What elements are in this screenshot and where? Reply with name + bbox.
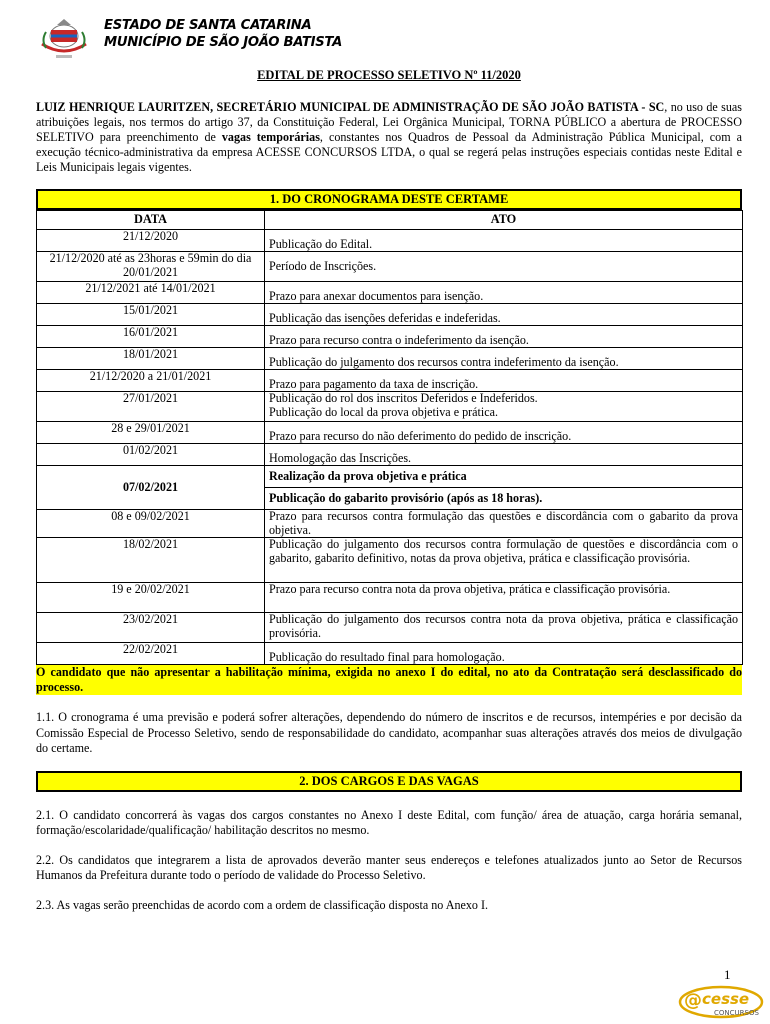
table-row — [37, 466, 743, 488]
schedule-act: Realização da prova objetiva e prática — [265, 466, 743, 488]
schedule-date: 22/02/2021 — [37, 643, 265, 665]
table-row — [37, 538, 743, 583]
schedule-date: 23/02/2021 — [37, 613, 265, 643]
schedule-date: 16/01/2021 — [37, 326, 265, 348]
schedule-act: Publicação do gabarito provisório (após as 18 horas). — [265, 488, 743, 510]
disqualification-warning: O candidato que não apresentar a habilitação mínima, exigida no anexo I do edital, no ato da Contratação será desclassificado do processo. — [36, 665, 742, 694]
schedule-date: 21/12/2020 até as 23horas e 59min do dia 20/01/2021 — [37, 252, 265, 282]
header-text — [104, 17, 404, 51]
table-row — [37, 613, 743, 643]
edital-title: EDITAL DE PROCESSO SELETIVO Nº 11/2020 — [257, 68, 521, 82]
schedule-date: 01/02/2021 — [37, 444, 265, 466]
schedule-act: Prazo para anexar documentos para isenção. — [265, 282, 743, 304]
table-row — [37, 230, 743, 252]
schedule-act: Publicação do julgamento dos recursos contra nota da prova objetiva, prática e classificação provisória. — [265, 613, 743, 643]
schedule-date: 19 e 20/02/2021 — [37, 583, 265, 613]
intro-text-part1: , no uso de suas atribuições legais, nos termos do artigo 37, da Constituição Federal, Lei Orgânica Municipal, TORNA PÚBLICO a abertura de PROCESSO SELETIVO para preenchimento de — [36, 100, 742, 144]
acesse-concursos-logo-icon — [678, 984, 764, 1020]
table-row — [37, 304, 743, 326]
table-row — [37, 326, 743, 348]
schedule-act: Prazo para recurso contra nota da prova objetiva, prática e classificação provisória. — [265, 583, 743, 613]
svg-text:CONCURSOS: CONCURSOS — [714, 1009, 759, 1017]
table-row — [37, 348, 743, 370]
table-row — [37, 444, 743, 466]
schedule-act: Prazo para recurso contra o indeferimento da isenção. — [265, 326, 743, 348]
schedule-date: 21/12/2020 a 21/01/2021 — [37, 370, 265, 392]
schedule-col-act: ATO — [265, 211, 743, 230]
schedule-act: Publicação das isenções deferidas e indeferidas. — [265, 304, 743, 326]
paragraph-1-1: 1.1. O cronograma é uma previsão e poderá sofrer alterações, dependendo do número de inscritos e de recursos, intempéries e por decisão da Comissão Especial de Processo Seletivo, sendo de responsabilidade do candidato, acompanhar suas alterações através dos meios de divulgação do certame. — [36, 710, 742, 755]
schedule-date: 21/12/2021 até 14/01/2021 — [37, 282, 265, 304]
schedule-act: Publicação do julgamento dos recursos contra indeferimento da isenção. — [265, 348, 743, 370]
municipal-crest-icon — [38, 14, 90, 62]
table-row — [37, 370, 743, 392]
header-municipality: MUNICÍPIO DE SÃO JOÃO BATISTA — [104, 35, 342, 50]
schedule-date: 07/02/2021 — [37, 466, 265, 510]
intro-bold-term: vagas temporárias — [221, 130, 320, 144]
schedule-col-date: DATA — [37, 211, 265, 230]
table-row — [37, 510, 743, 538]
table-row — [37, 643, 743, 665]
section1-title: 1. DO CRONOGRAMA DESTE CERTAME — [36, 189, 742, 210]
header-state: ESTADO DE SANTA CATARINA — [104, 18, 312, 33]
schedule-act: Período de Inscrições. — [265, 252, 743, 282]
table-row — [37, 252, 743, 282]
page-number: 1 — [724, 967, 731, 982]
table-row — [37, 422, 743, 444]
schedule-act: Publicação do Edital. — [265, 230, 743, 252]
schedule-table — [36, 210, 743, 665]
paragraph-2-3: 2.3. As vagas serão preenchidas de acordo com a ordem de classificação disposta no Anexo I. — [36, 897, 489, 912]
schedule-act: Prazo para recurso do não deferimento do pedido de inscrição. — [265, 422, 743, 444]
intro-paragraph — [36, 100, 742, 175]
table-row — [37, 282, 743, 304]
svg-text:cesse: cesse — [702, 990, 750, 1008]
schedule-date: 28 e 29/01/2021 — [37, 422, 265, 444]
schedule-act-line: Publicação do rol dos inscritos Deferidos e Indeferidos. — [269, 391, 538, 405]
schedule-act: Publicação do resultado final para homologação. — [265, 643, 743, 665]
schedule-date: 21/12/2020 — [37, 230, 265, 252]
schedule-act-line: Publicação do local da prova objetiva e prática. — [269, 404, 499, 419]
schedule-date: 18/01/2021 — [37, 348, 265, 370]
paragraph-2-1: 2.1. O candidato concorrerá às vagas dos cargos constantes no Anexo I deste Edital, com função/ área de atuação, carga horária semanal, formação/escolaridade/qualificação/ habilitação descritos no mesmo. — [36, 807, 742, 837]
intro-text-part2: , constantes nos Quadros de Pessoal da Administração Pública Municipal, com a execução técnico-administrativa da empresa ACESSE CONCURSOS LTDA, o qual se regerá pelas instruções especiais contidas neste Edital e Leis Municipais legais vigentes. — [36, 130, 742, 174]
document-body — [36, 68, 742, 913]
schedule-act: Homologação das Inscrições. — [265, 444, 743, 466]
schedule-date: 15/01/2021 — [37, 304, 265, 326]
schedule-date: 08 e 09/02/2021 — [37, 510, 265, 538]
table-row — [37, 392, 743, 422]
schedule-date: 18/02/2021 — [37, 538, 265, 583]
paragraph-2-2: 2.2. Os candidatos que integrarem a lista de aprovados deverão manter seus endereços e telefones atualizados junto ao Setor de Recursos Humanos da Prefeitura durante todo o período de validade do Processo Seletivo. — [36, 852, 742, 882]
schedule-date: 27/01/2021 — [37, 392, 265, 422]
intro-lead: LUIZ HENRIQUE LAURITZEN, SECRETÁRIO MUNICIPAL DE ADMINISTRAÇÃO DE SÃO JOÃO BATISTA - SC — [36, 100, 665, 114]
svg-text:@: @ — [684, 990, 702, 1011]
table-row — [37, 583, 743, 613]
schedule-act: Publicação do julgamento dos recursos contra formulação de questões e discordância com o gabarito, gabarito definitivo, notas da prova objetiva, prática e classificação provisória. — [265, 538, 743, 583]
schedule-act: Prazo para pagamento da taxa de inscrição. — [265, 370, 743, 392]
schedule-header-row — [37, 211, 743, 230]
schedule-act: Prazo para recursos contra formulação das questões e discordância com o gabarito da prova objetiva. — [265, 510, 743, 538]
schedule-act — [265, 392, 743, 422]
section2-title: 2. DOS CARGOS E DAS VAGAS — [36, 771, 742, 792]
